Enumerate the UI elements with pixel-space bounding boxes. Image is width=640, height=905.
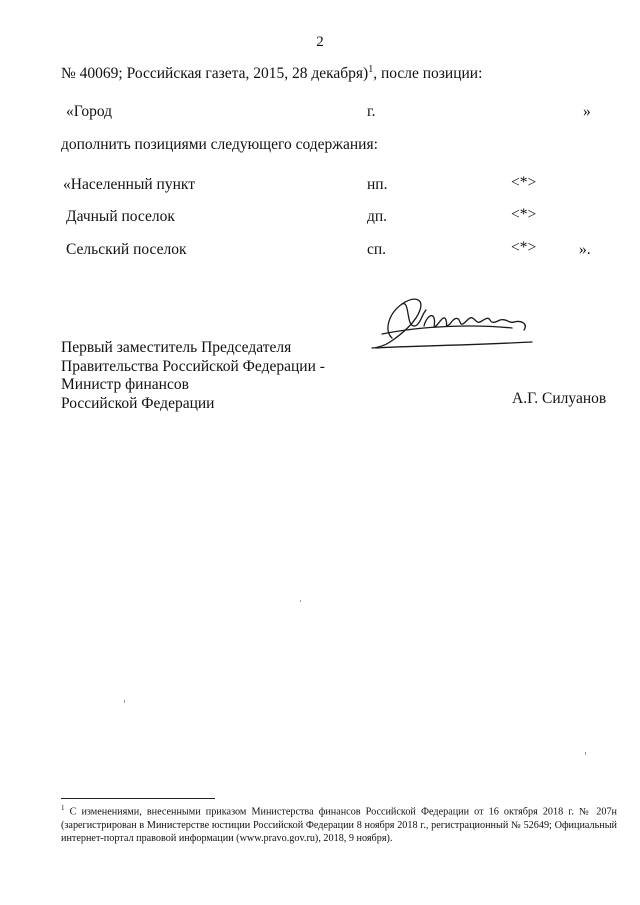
signatory-title-line: Министр финансов <box>61 376 189 393</box>
position-name: «Населенный пункт <box>63 176 195 193</box>
signer-name: А.Г. Силуанов <box>512 390 607 407</box>
handwritten-signature <box>362 286 542 356</box>
continue-text: дополнить позициями следующего содержания: <box>61 136 378 153</box>
signatory-title-line: Первый заместитель Председателя <box>61 339 292 356</box>
signatory-title-line: Российской Федерации <box>61 394 215 412</box>
position-abbr: г. <box>367 103 376 120</box>
scan-artifact <box>585 752 586 755</box>
page-number: 2 <box>316 34 324 50</box>
signatory-title-line: Правительства Российской Федерации - <box>61 357 325 375</box>
position-mark: <*> <box>511 239 537 256</box>
position-mark: <*> <box>511 206 537 223</box>
footnote-mark: 1 <box>61 804 65 812</box>
footnote-divider <box>61 798 215 799</box>
position-name: Дачный поселок <box>66 208 175 225</box>
footnote-reference: 1 <box>368 64 374 75</box>
position-abbr: нп. <box>367 176 388 193</box>
position-mark: <*> <box>511 174 537 191</box>
intro-line-tail: , после позиции: <box>373 65 483 83</box>
position-abbr: сп. <box>367 241 387 258</box>
position-close: ». <box>579 241 591 258</box>
scan-artifact <box>124 700 125 703</box>
scan-artifact <box>300 600 301 602</box>
position-abbr: дп. <box>367 208 388 225</box>
signatory-title <box>61 339 361 413</box>
position-close: » <box>583 103 591 120</box>
intro-line-text: № 40069; Российская газета, 2015, 28 декабря) <box>61 65 369 83</box>
position-name: «Город <box>66 103 113 120</box>
intro-line <box>61 64 482 83</box>
footnote-text: С изменениями, внесенными приказом Министерства финансов Российской Федерации от 16 октября 2018 г. № 207н (зарегистрирован в Министерстве юстиции Российской Федерации 8 ноября 2018 г., регистрационный № 52649; Официальный интернет-портал правовой информации (www.pravo.gov.ru), 2018, 9 ноября). <box>61 806 617 845</box>
position-name: Сельский поселок <box>66 241 187 258</box>
footnote <box>61 802 617 846</box>
